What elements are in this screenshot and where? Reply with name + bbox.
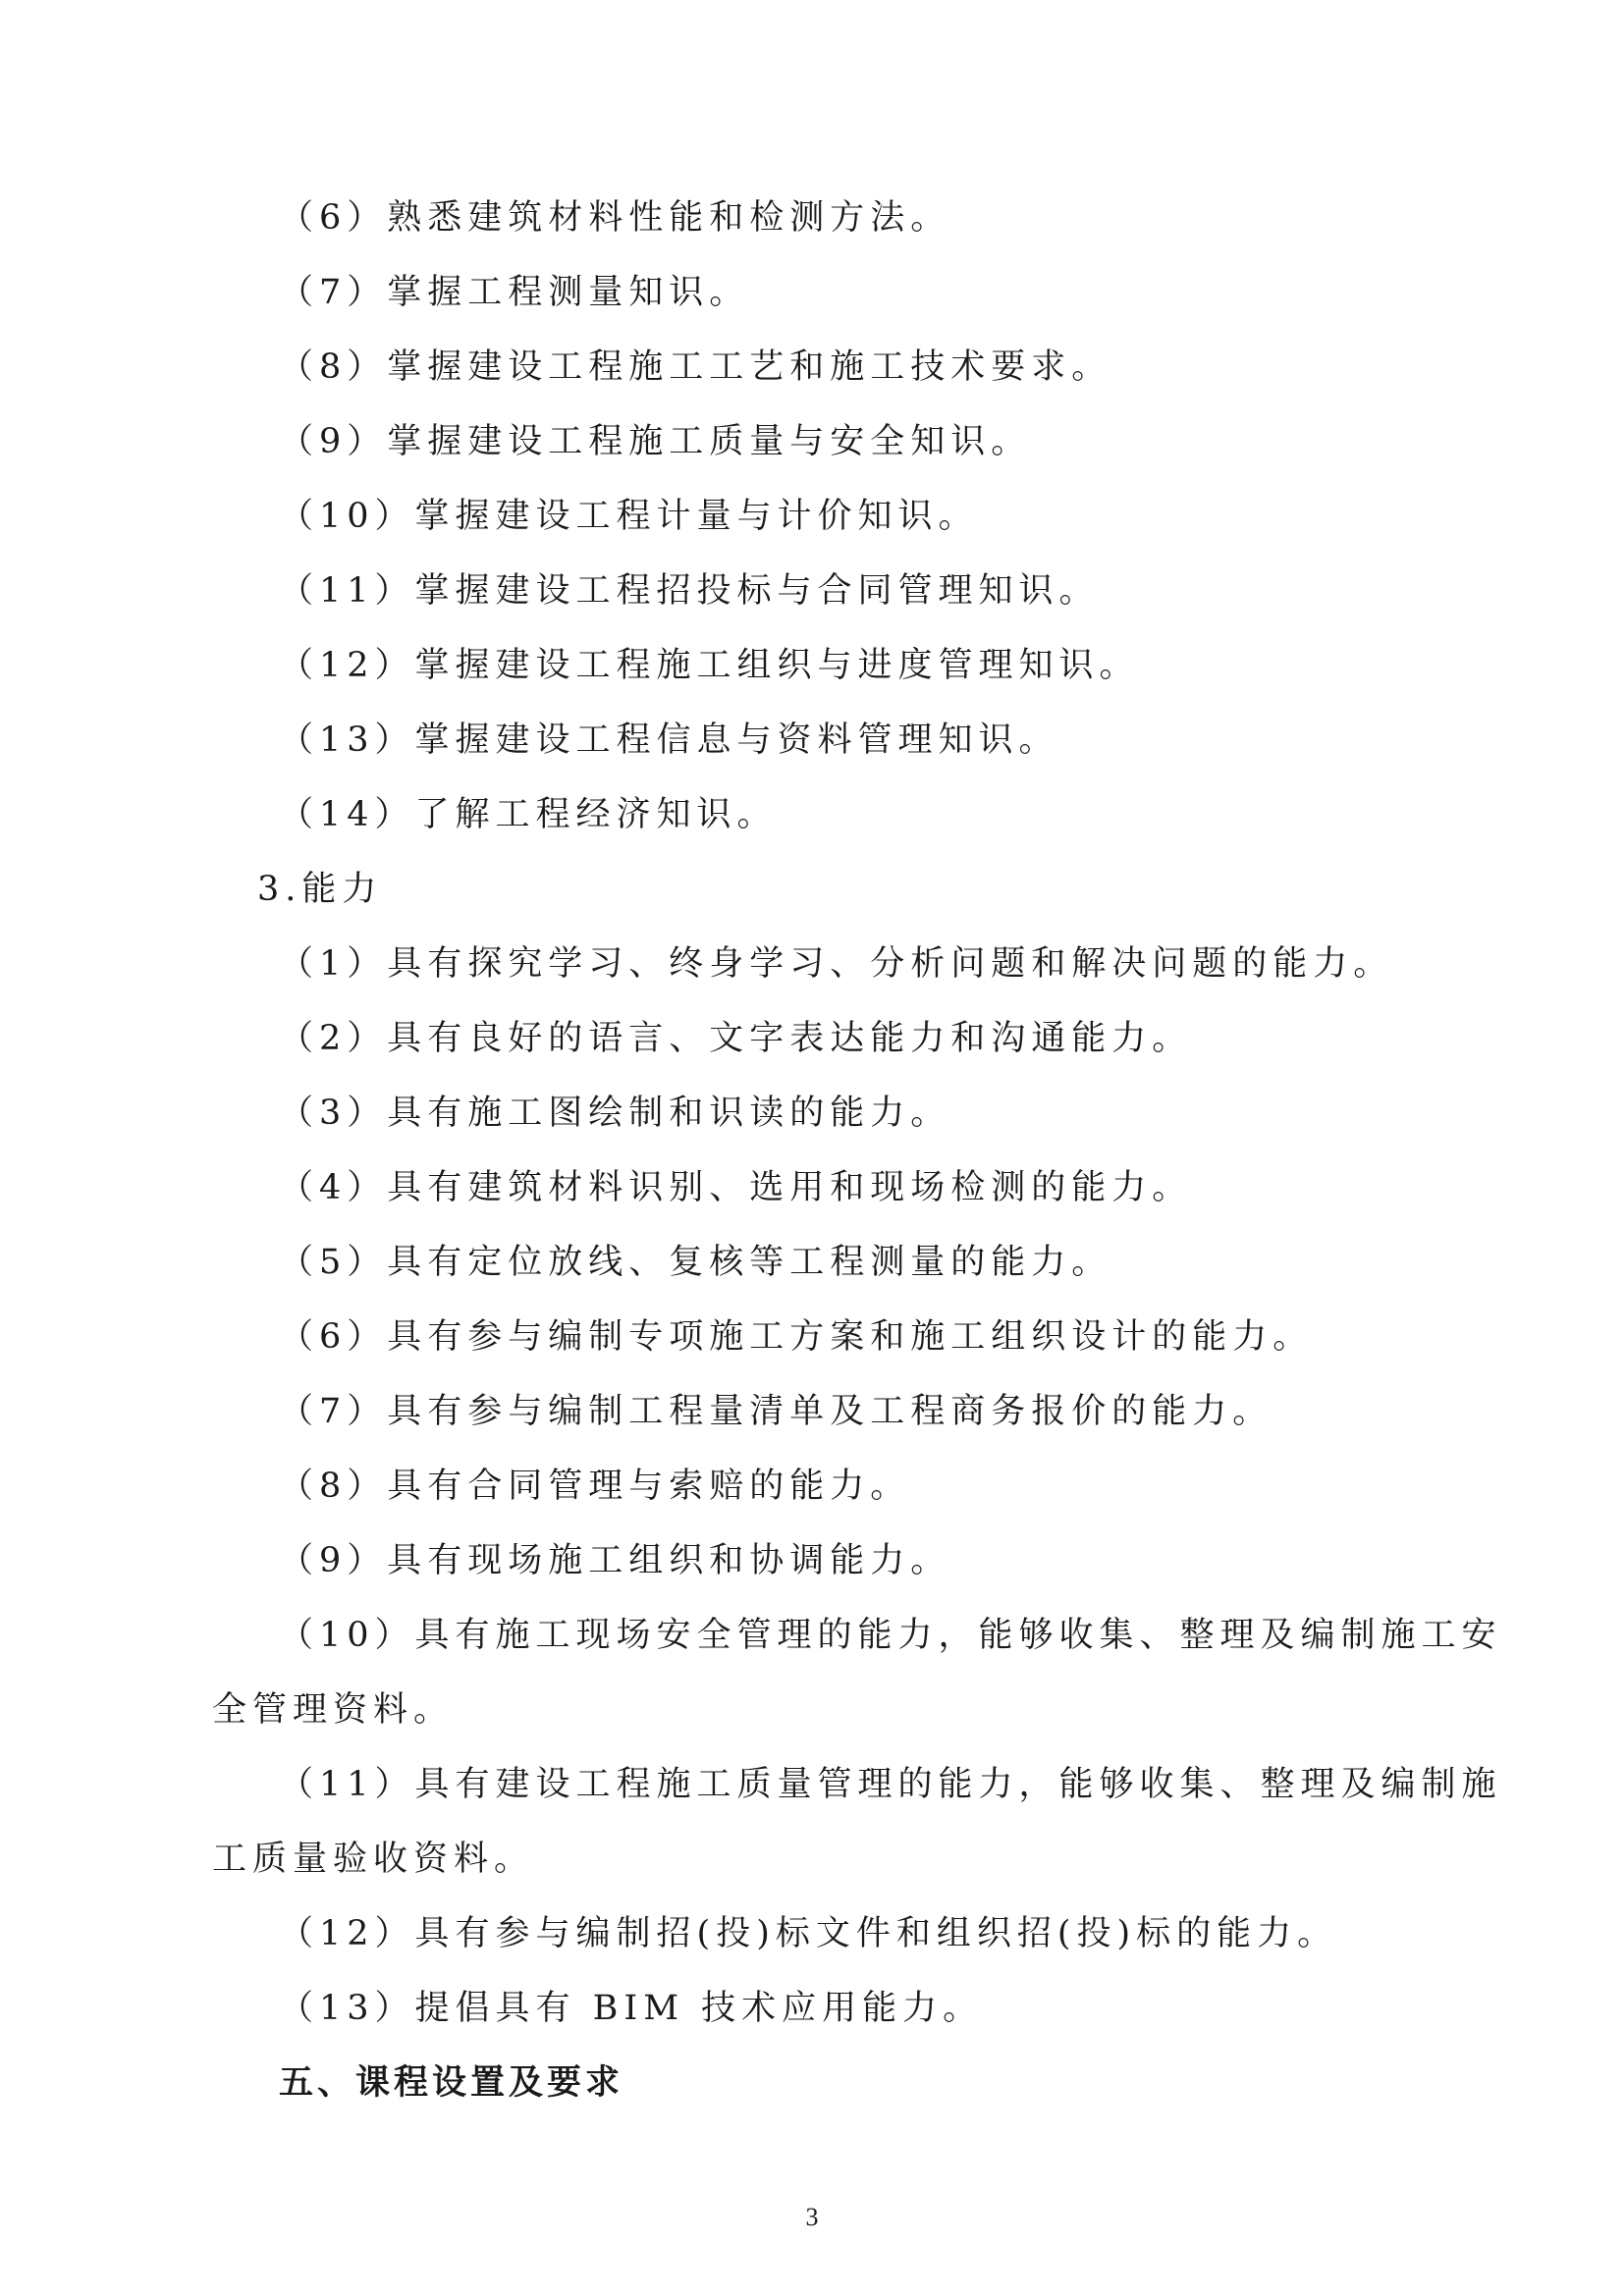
ability-item-10-line-1: （10）具有施工现场安全管理的能力，能够收集、整理及编制施工安	[279, 1616, 1502, 1655]
ability-item-7: （7）具有参与编制工程量清单及工程商务报价的能力。	[279, 1392, 1273, 1431]
knowledge-item-9: （9）掌握建设工程施工质量与安全知识。	[279, 422, 1032, 461]
page-number: 3	[805, 2203, 819, 2231]
knowledge-item-10: （10）掌握建设工程计量与计价知识。	[279, 497, 979, 536]
ability-item-2: （2）具有良好的语言、文字表达能力和沟通能力。	[279, 1019, 1193, 1058]
knowledge-item-8: （8）掌握建设工程施工工艺和施工技术要求。	[279, 347, 1112, 387]
ability-item-5: （5）具有定位放线、复核等工程测量的能力。	[279, 1243, 1112, 1282]
knowledge-item-14: （14）了解工程经济知识。	[279, 795, 778, 834]
ability-item-6: （6）具有参与编制专项施工方案和施工组织设计的能力。	[279, 1317, 1314, 1357]
ability-item-11-line-2: 工质量验收资料。	[212, 1840, 535, 1879]
ability-item-3: （3）具有施工图绘制和识读的能力。	[279, 1094, 951, 1133]
knowledge-item-6: （6）熟悉建筑材料性能和检测方法。	[279, 198, 951, 238]
ability-item-9: （9）具有现场施工组织和协调能力。	[279, 1541, 951, 1580]
knowledge-item-12: （12）掌握建设工程施工组织与进度管理知识。	[279, 646, 1140, 685]
ability-item-12: （12）具有参与编制招(投)标文件和组织招(投)标的能力。	[279, 1914, 1338, 1953]
ability-item-4: （4）具有建筑材料识别、选用和现场检测的能力。	[279, 1168, 1193, 1207]
knowledge-item-11: （11）掌握建设工程招投标与合同管理知识。	[279, 571, 1100, 611]
knowledge-item-7: （7）掌握工程测量知识。	[279, 273, 750, 312]
section-heading: 五、课程设置及要求	[279, 2063, 624, 2103]
knowledge-item-13: （13）掌握建设工程信息与资料管理知识。	[279, 721, 1059, 760]
ability-heading: 3.能力	[257, 870, 383, 909]
ability-item-13: （13）提倡具有 BIM 技术应用能力。	[279, 1989, 984, 2028]
ability-item-1: （1）具有探究学习、终身学习、分析问题和解决问题的能力。	[279, 944, 1394, 984]
ability-item-10-line-2: 全管理资料。	[212, 1690, 455, 1730]
ability-item-8: （8）具有合同管理与索赔的能力。	[279, 1467, 911, 1506]
ability-item-11-line-1: （11）具有建设工程施工质量管理的能力，能够收集、整理及编制施	[279, 1765, 1502, 1804]
